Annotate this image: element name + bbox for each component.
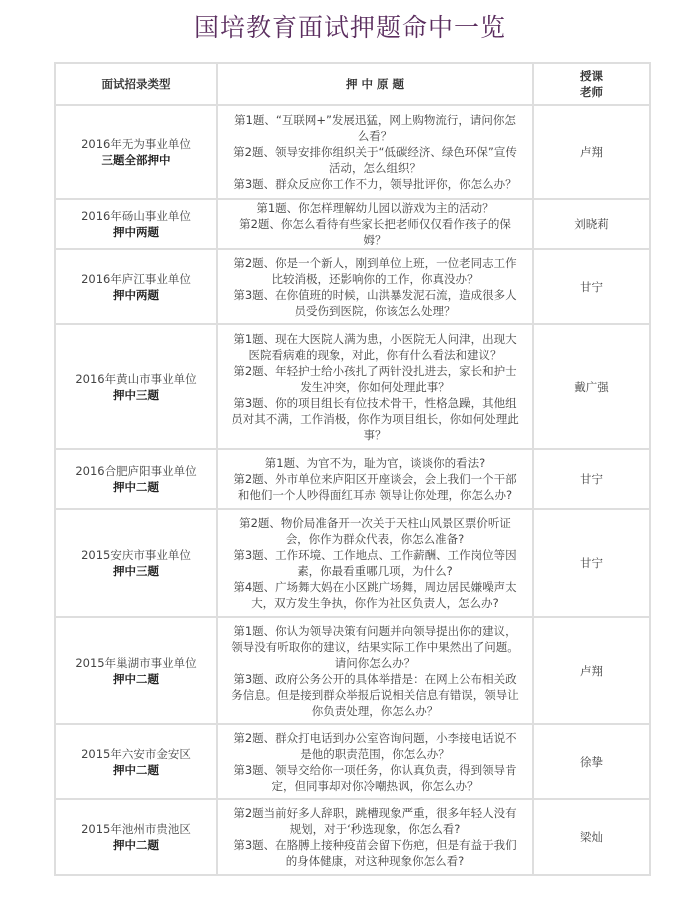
questions-cell — [217, 799, 533, 875]
teacher-cell: 梁灿 — [533, 799, 650, 875]
hit-count: 押中二题 — [113, 838, 159, 852]
question-item: 第2题、领导安排你组织关于“低碳经济、绿色环保”宣传活动，怎么组织？ — [233, 145, 517, 175]
unit-name: 2015年池州市贵池区 — [81, 822, 191, 836]
type-cell — [55, 199, 217, 249]
unit-name: 2016年无为事业单位 — [81, 137, 191, 151]
type-cell — [55, 617, 217, 724]
question-item: 第1题、“互联网+”发展迅猛，网上购物流行，请问你怎么看？ — [234, 113, 516, 143]
question-item: 第2题当前好多人辞职，跳槽现象严重，很多年轻人没有规划，对于‘秒选现象，你怎么看? — [233, 806, 517, 836]
question-item: 第1题、现在大医院人满为患，小医院无人问津，出现大医院看病难的现象，对此，你有什么看法和建议？ — [233, 331, 517, 362]
question-item: 第3题、你的项目组长有位技术骨干，性格急躁，其他组员对其不满，工作消极，你作为项目组长，你如何处理此事？ — [231, 395, 519, 442]
header-teacher — [533, 63, 650, 105]
unit-name: 2015年六安市金安区 — [81, 746, 191, 761]
question-item: 第3题、领导交给你一项任务，你认真负责，得到领导肯定，但同事却对你冷嘲热讽，你怎么办？ — [233, 762, 517, 793]
type-cell — [55, 449, 217, 509]
type-cell — [55, 105, 217, 199]
questions-cell — [217, 617, 533, 724]
type-cell — [55, 324, 217, 449]
type-cell — [55, 249, 217, 324]
table-row — [55, 199, 650, 249]
table-header-row — [55, 63, 650, 105]
questions-cell — [217, 105, 533, 199]
hit-count: 押中二题 — [113, 762, 159, 777]
table-body — [55, 105, 650, 875]
header-questions: 押 中 原 题 — [217, 63, 533, 105]
unit-name: 2015年巢湖市事业单位 — [75, 655, 197, 670]
teacher-cell: 徐挚 — [533, 724, 650, 799]
question-item: 第2题、群众打电话到办公室咨询问题，小李接电话说不是他的职责范围，你怎么办？ — [233, 730, 517, 761]
teacher-cell: 卢翔 — [533, 105, 650, 199]
questions-cell — [217, 509, 533, 617]
teacher-cell: 甘宁 — [533, 509, 650, 617]
question-item: 第1题、你怎样理解幼儿园以游戏为主的活动？ — [256, 201, 494, 215]
table-row — [55, 249, 650, 324]
teacher-cell: 刘晓莉 — [533, 199, 650, 249]
question-item: 第1题、为官不为，耻为官，谈谈你的看法? — [264, 456, 486, 470]
hit-count: 押中二题 — [113, 671, 159, 686]
questions-cell — [217, 199, 533, 249]
header-teacher-line1: 授课 — [580, 69, 603, 83]
type-cell — [55, 799, 217, 875]
question-item: 第2题、年轻护士给小孩扎了两针没扎进去，家长和护士发生冲突，你如何处理此事？ — [233, 363, 517, 394]
hit-count: 押中二题 — [113, 480, 159, 494]
question-item: 第3题、在胳膊上接种疫苗会留下伤疤，但是有益于我们的身体健康，对这种现象你怎么看? — [233, 838, 517, 868]
unit-name: 2016年砀山事业单位 — [81, 209, 191, 223]
teacher-cell: 甘宁 — [533, 249, 650, 324]
question-item: 第1题、你认为领导决策有问题并向领导提出你的建议，领导没有听取你的建议，结果实际工作中果然出了问题。请问你怎么办？ — [231, 623, 519, 670]
teacher-cell: 卢翔 — [533, 617, 650, 724]
question-item: 第2题、物价局准备开一次关于天柱山风景区票价听证会，你作为群众代表，你怎么准备? — [239, 516, 511, 546]
question-item: 第2题、你怎么看待有些家长把老师仅仅看作孩子的保姆？ — [239, 217, 511, 247]
question-item: 第3题、工作环境、工作地点、工作薪酬、工作岗位等因素，你最看重哪几项，为什么? — [233, 548, 517, 578]
unit-name: 2016年黄山市事业单位 — [75, 371, 197, 386]
questions-cell — [217, 449, 533, 509]
type-cell — [55, 724, 217, 799]
questions-cell — [217, 249, 533, 324]
question-item: 第3题、在你值班的时候，山洪暴发泥石流，造成很多人员受伤到医院，你该怎么处理？ — [233, 287, 517, 318]
question-item: 第4题、广场舞大妈在小区跳广场舞，周边居民嫌噪声太大，双方发生争执，你作为社区负责人，怎么办? — [233, 580, 517, 610]
question-item: 第2题、外市单位来庐阳区开座谈会，会上我们一个干部和他们一个人吵得面红耳赤 领导让你处理，你怎么办? — [233, 472, 517, 502]
hit-count: 押中三题 — [113, 564, 159, 578]
hit-count: 三题全部押中 — [101, 153, 171, 167]
teacher-cell: 戴广强 — [533, 324, 650, 449]
unit-name: 2015安庆市事业单位 — [81, 548, 191, 562]
table-row — [55, 799, 650, 875]
table-row — [55, 324, 650, 449]
question-item: 第2题、你是一个新人，刚到单位上班，一位老同志工作比较消极，还影响你的工作，你真没办？ — [233, 255, 517, 286]
teacher-cell: 甘宁 — [533, 449, 650, 509]
interview-hit-table — [54, 62, 651, 876]
question-item: 第3题、群众反应你工作不力，领导批评你，你怎么办？ — [233, 177, 517, 191]
questions-cell — [217, 724, 533, 799]
table-row — [55, 449, 650, 509]
question-item: 第3题、政府公务公开的具体举措是：在网上公布相关政务信息。但是接到群众举报后说相关信息有错误，领导让你负责处理，你怎么办？ — [231, 671, 519, 718]
header-type: 面试招录类型 — [55, 63, 217, 105]
table-row — [55, 509, 650, 617]
hit-count: 押中三题 — [113, 387, 159, 402]
page-title: 国培教育面试押题命中一览 — [193, 13, 506, 42]
table-row — [55, 724, 650, 799]
table-row — [55, 105, 650, 199]
type-cell — [55, 509, 217, 617]
header-teacher-line2: 老师 — [580, 85, 603, 99]
table-row — [55, 617, 650, 724]
unit-name: 2016合肥庐阳事业单位 — [75, 464, 197, 478]
questions-cell — [217, 324, 533, 449]
hit-count: 押中两题 — [113, 225, 159, 239]
hit-count: 押中两题 — [113, 287, 159, 302]
unit-name: 2016年庐江事业单位 — [81, 271, 191, 286]
